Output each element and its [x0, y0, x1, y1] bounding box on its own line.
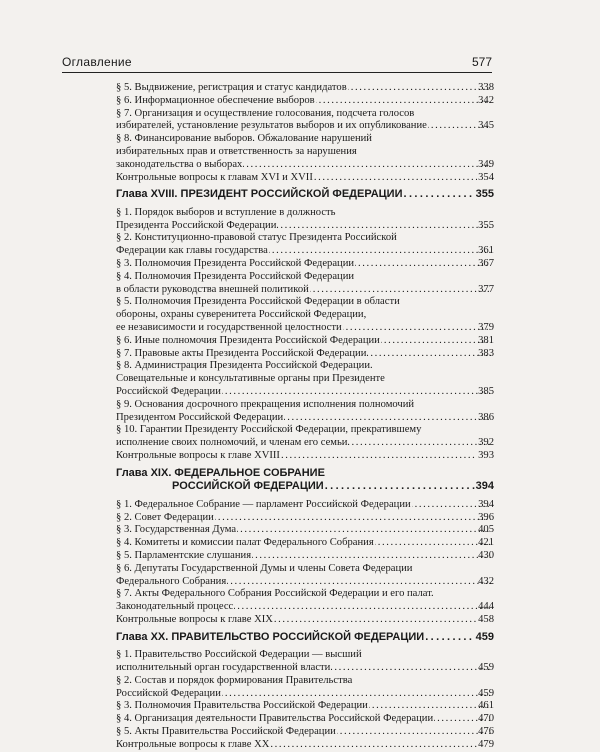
toc-entry-line: § 7. Организация и осуществление голосования, подсчета голосов [116, 107, 415, 119]
toc-entry-line: Президента Российской Федерации [116, 219, 277, 231]
toc-entry-line: исполнение своих полномочий, и членам его семьи [116, 437, 348, 449]
toc-entry-line: § 8. Администрация Президента Российской Федерации. [116, 360, 373, 372]
dot-leader [281, 450, 477, 463]
toc-entry-line: РОССИЙСКОЙ ФЕДЕРАЦИИ [172, 480, 324, 493]
toc-entry-line: § 4. Полномочия Президента Российской Федерации [116, 270, 355, 282]
toc-entry[interactable] [116, 399, 494, 425]
toc-entry-line: § 2. Совет Федерации [116, 511, 214, 523]
toc-entry-line: § 4. Комитеты и комиссии палат Федерального Собрания [116, 537, 374, 549]
toc-page-number: 421 [478, 537, 494, 549]
toc-entry[interactable] [116, 232, 494, 258]
toc-entry[interactable] [116, 258, 494, 271]
dot-leader [348, 437, 491, 450]
dot-leader [325, 480, 475, 494]
dot-leader [274, 614, 477, 627]
toc-entry-line: § 1. Федеральное Собрание — парламент Российской Федерации [116, 498, 411, 510]
toc-entry-line: § 3. Полномочия Президента Российской Федерации [116, 258, 355, 270]
table-of-contents [116, 82, 494, 752]
dot-leader [355, 258, 491, 271]
toc-entry[interactable] [116, 450, 494, 463]
toc-entry[interactable] [116, 563, 494, 589]
toc-entry-line: § 9. Основания досрочного прекращения исполнения полномочий [116, 398, 415, 410]
toc-page-number: 470 [478, 713, 494, 725]
toc-entry[interactable] [116, 524, 494, 537]
toc-page-number: 377 [478, 283, 494, 295]
toc-page-number: 405 [478, 524, 494, 536]
toc-entry[interactable] [116, 499, 494, 512]
dot-leader [237, 524, 491, 537]
toc-entry-line: исполнительный орган государственной власти [116, 662, 331, 674]
dot-leader [375, 537, 491, 550]
toc-entry-line: § 10. Гарантии Президенту Российской Федерации, прекратившему [116, 424, 422, 436]
toc-entry[interactable] [116, 207, 494, 233]
toc-entry-line: избирательных прав и ответственность за нарушения [116, 145, 357, 157]
toc-entry[interactable] [116, 133, 494, 171]
dot-leader [425, 631, 474, 645]
toc-entry[interactable] [116, 588, 494, 614]
toc-entry-line: Федерации как главы государства [116, 245, 268, 257]
toc-page-number: 355 [475, 188, 494, 201]
toc-entry-line: Глава XVIII. ПРЕЗИДЕНТ РОССИЙСКОЙ ФЕДЕРАЦИИ [116, 188, 403, 201]
toc-entry-line: в области руководства внешней политикой [116, 283, 309, 295]
toc-entry-line: § 6. Депутаты Государственной Думы и члены Совета Федерации [116, 562, 413, 574]
toc-entry[interactable] [116, 614, 494, 627]
toc-entry-line: § 5. Выдвижение, регистрация и статус кандидатов [116, 82, 347, 93]
toc-page-number: 461 [478, 700, 494, 712]
toc-entry[interactable] [116, 271, 494, 297]
toc-entry[interactable] [116, 512, 494, 525]
toc-entry[interactable] [116, 348, 494, 361]
toc-page-number: 345 [478, 120, 494, 132]
toc-page-number: 393 [478, 450, 494, 462]
dot-leader [337, 726, 491, 739]
toc-page-number: 476 [478, 726, 494, 738]
toc-entry[interactable] [116, 95, 494, 108]
toc-entry-line: § 5. Парламентские слушания [116, 550, 252, 561]
toc-entry-line: § 5. Полномочия Президента Российской Федерации в области [116, 296, 400, 308]
toc-page-number: 459 [475, 630, 494, 643]
toc-entry-line: Контрольные вопросы к главам XVI и XVII [116, 171, 313, 183]
toc-page-number: 430 [478, 550, 494, 561]
toc-entry-line: Совещательные и консультативные органы при Президенте [116, 373, 385, 385]
toc-entry[interactable] [116, 172, 494, 185]
toc-entry[interactable] [116, 726, 494, 739]
toc-chapter[interactable] [116, 467, 494, 494]
toc-entry[interactable] [116, 296, 494, 334]
toc-page-number: 367 [478, 258, 494, 270]
toc-entry-line: избирателей, установление результатов выборов и их опубликование [116, 120, 427, 132]
dot-leader [222, 688, 491, 701]
page-number: 577 [471, 55, 492, 69]
toc-entry-line: законодательства о выборах [116, 158, 243, 170]
toc-entry-line: § 5. Акты Правительства Российской Федерации [116, 726, 336, 738]
toc-page-number: 383 [478, 347, 494, 359]
dot-leader [252, 550, 491, 563]
toc-entry-line: Российской Федерации [116, 687, 221, 699]
toc-entry[interactable] [116, 675, 494, 701]
toc-entry-line: Контрольные вопросы к главе XVIII [116, 450, 280, 462]
dot-leader [227, 576, 491, 589]
dot-leader [331, 662, 491, 675]
toc-entry[interactable] [116, 360, 494, 398]
toc-page-number: 349 [478, 158, 494, 170]
dot-leader [215, 512, 491, 525]
toc-entry-line: § 1. Порядок выборов и вступление в должность [116, 206, 336, 218]
running-title: Оглавление [62, 55, 132, 69]
toc-page-number: 338 [478, 82, 494, 93]
dot-leader [369, 700, 491, 713]
toc-page-number: 361 [478, 245, 494, 257]
toc-entry[interactable] [116, 108, 494, 134]
toc-entry[interactable] [116, 550, 494, 563]
dot-leader [234, 601, 491, 614]
dot-leader [316, 95, 491, 108]
toc-page-number: 381 [478, 334, 494, 346]
toc-entry-line: § 7. Акты Федерального Собрания Российской Федерации и его палат. [116, 588, 434, 600]
toc-page-number: 444 [478, 601, 494, 613]
toc-entry-line: Глава XX. ПРАВИТЕЛЬСТВО РОССИЙСКОЙ ФЕДЕРАЦИИ [116, 630, 425, 643]
toc-entry-line: § 8. Финансирование выборов. Обжалование нарушений [116, 133, 372, 145]
dot-leader [269, 245, 491, 258]
toc-entry-line: § 4. Организация деятельности Правительства Российской Федерации [116, 713, 434, 725]
toc-entry[interactable] [116, 649, 494, 675]
toc-entry[interactable] [116, 713, 494, 726]
dot-leader [381, 335, 491, 348]
dot-leader [314, 172, 477, 185]
toc-chapter[interactable] [116, 631, 494, 645]
toc-entry[interactable] [116, 700, 494, 713]
toc-entry-line: Контрольные вопросы к главе XIX [116, 613, 273, 625]
toc-page-number: 392 [478, 437, 494, 449]
dot-leader [284, 412, 491, 425]
toc-entry-line: Контрольные вопросы к главе XX [116, 738, 270, 750]
toc-entry-line: § 2. Состав и порядок формирования Правительства [116, 674, 353, 686]
dot-leader [310, 284, 491, 297]
toc-entry-line: Глава XIX. ФЕДЕРАЛЬНОЕ СОБРАНИЕ [116, 466, 325, 479]
toc-entry-line: § 6. Информационное обеспечение выборов [116, 94, 315, 106]
toc-entry-line: Законодательный процесс [116, 601, 234, 613]
dot-leader [277, 220, 491, 233]
toc-entry-line: ее независимости и государственной целостности [116, 322, 342, 334]
toc-entry-line: Федерального Собрания [116, 575, 227, 587]
dot-leader [404, 188, 475, 202]
dot-leader [367, 348, 491, 361]
toc-entry[interactable] [116, 335, 494, 348]
toc-page-number: 459 [478, 687, 494, 699]
toc-page-number: 459 [478, 662, 494, 674]
toc-page-number: 479 [478, 738, 494, 750]
toc-entry-line: § 3. Полномочия Правительства Российской Федерации [116, 700, 368, 712]
toc-entry[interactable] [116, 82, 494, 95]
toc-chapter[interactable] [116, 188, 494, 202]
toc-entry-line: обороны, охраны суверенитета Российской Федерации, [116, 309, 367, 321]
toc-entry[interactable] [116, 537, 494, 550]
dot-leader [243, 159, 491, 172]
toc-page-number: 432 [478, 575, 494, 587]
toc-page-number: 342 [478, 94, 494, 106]
dot-leader [348, 82, 491, 95]
toc-entry-line: § 6. Иные полномочия Президента Российской Федерации [116, 334, 380, 346]
toc-page-number: 394 [475, 480, 494, 493]
dot-leader [343, 322, 491, 335]
toc-page-number: 386 [478, 411, 494, 423]
toc-entry-line: § 1. Правительство Российской Федерации — высший [116, 649, 362, 661]
toc-entry[interactable] [116, 424, 494, 450]
toc-page-number: 458 [478, 613, 494, 625]
toc-page-number: 354 [478, 171, 494, 183]
toc-page-number: 394 [478, 498, 494, 510]
dot-leader [222, 386, 491, 399]
toc-entry-line: § 7. Правовые акты Президента Российской Федерации [116, 347, 367, 359]
toc-entry-line: § 3. Государственная Дума [116, 524, 237, 536]
toc-page-number: 396 [478, 511, 494, 523]
toc-entry-line: Российской Федерации [116, 386, 221, 398]
page-header [62, 52, 492, 73]
toc-entry-line: Президентом Российской Федерации [116, 411, 284, 423]
toc-page-number: 355 [478, 219, 494, 231]
toc-page-number: 385 [478, 386, 494, 398]
toc-page-number: 379 [478, 322, 494, 334]
toc-entry-line: § 2. Конституционно-правовой статус Президента Российской [116, 232, 397, 244]
